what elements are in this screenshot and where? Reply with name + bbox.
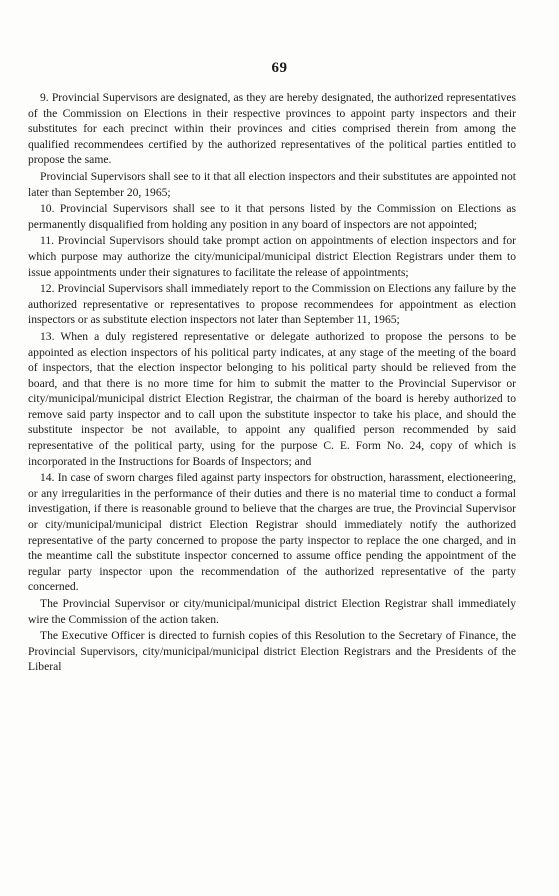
paragraph-item-13: 13. When a duly registered representative or delegate authorized to propose the persons to be appointed as election inspectors of his political party indicates, at any stage of the meeting of the board of inspectors, that the election inspector belonging to his political party should be relieved from the board, and that there is no more time for him to submit the matter to the Provincial Supervisor or city/municipal/municipal district Election Registrar, the chairman of the board is hereby authorized to remove said party inspector and to call upon the substitute inspector to take his place, and should the substitute inspector be not available, to appoint any qualified person recommended by said representative of the political party, using for the purpose C. E. Form No. 24, copy of which is incorporated in the Instructions for Boards of Inspectors; and: [28, 329, 516, 468]
paragraph-item-12: 12. Provincial Supervisors shall immediately report to the Commission on Elections any failure by the authorized representative or representatives to propose recommendees for appointment as election inspectors or as substitute election inspectors not later than September 11, 1965;: [28, 282, 516, 327]
paragraph-item-11: 11. Provincial Supervisors should take prompt action on appointments of election inspectors and for which purpose may authorize the city/municipal/municipal district Election Registrars under them to issue appointments under their signatures to facilitate the release of appointments;: [28, 234, 516, 279]
paragraph-wire-commission: The Provincial Supervisor or city/municipal/municipal district Election Registrar shall immediately wire the Commission of the action taken.: [28, 597, 516, 626]
document-body: [28, 90, 516, 676]
paragraph-appointment-deadline: Provincial Supervisors shall see to it that all election inspectors and their substitutes are appointed not later than September 20, 1965;: [28, 169, 516, 199]
paragraph-item-10: 10. Provincial Supervisors shall see to it that persons listed by the Commission on Elections as permanently disqualified from holding any position in any board of inspectors are not appointed;: [28, 202, 516, 231]
paragraph-item-9: 9. Provincial Supervisors are designated, as they are hereby designated, the authorized representatives of the Commission on Elections in their respective provinces to appoint party inspectors and their substitutes for each precinct within their provinces and cities comprised therein from among the qualified recommendees certified by the authorized representatives of the political parties entitled to propose the same.: [28, 91, 516, 167]
page-number: 69: [271, 60, 288, 76]
paragraph-executive-officer: The Executive Officer is directed to furnish copies of this Resolution to the Secretary of Finance, the Provincial Supervisors, city/municipal/municipal district Election Registrars and the Presidents of the Liberal: [28, 629, 516, 674]
paragraph-item-14: 14. In case of sworn charges filed against party inspectors for obstruction, harassment, electioneering, or any irregularities in the performance of their duties and there is no material time to conduct a formal investigation, if there is reasonable ground to believe that the charges are true, the Provincial Supervisor or city/municipal/municipal district Election Registrar should immediately notify the authorized representative of the party concerned to propose the party inspector to replace the one charged, and in the meantime call the substitute inspector concerned to assume office pending the appointment of the regular party inspector upon the recommendation of the authorized representative of the party concerned.: [28, 471, 516, 594]
